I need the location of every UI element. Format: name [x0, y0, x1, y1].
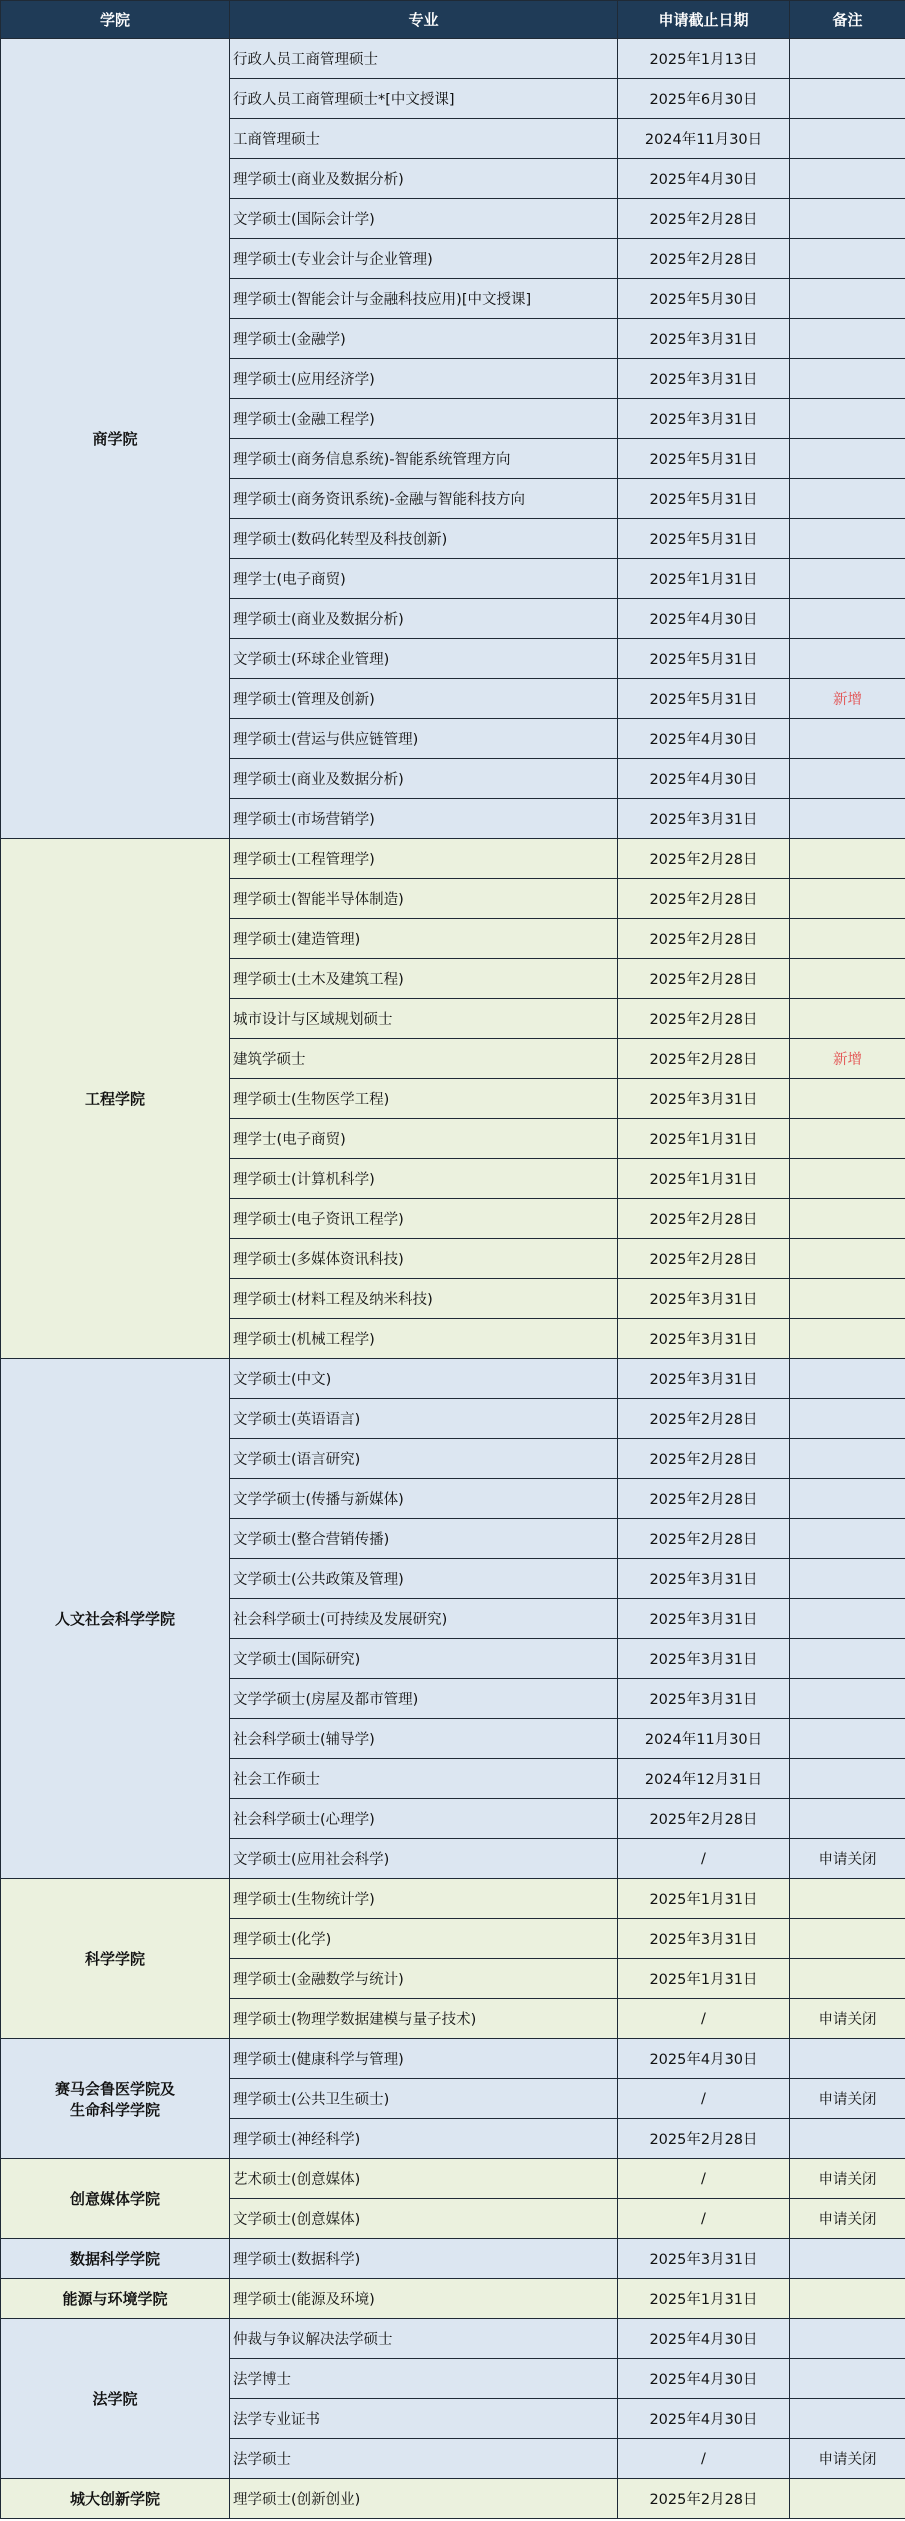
- program-name-cell: 理学硕士(土木及建筑工程): [230, 959, 618, 999]
- note-cell: [790, 1879, 905, 1919]
- program-name-cell: 理学硕士(能源及环境): [230, 2279, 618, 2319]
- closed-note-cell: 申请关闭: [790, 2159, 905, 2199]
- note-cell: [790, 1679, 905, 1719]
- school-name-cell: 科学学院: [1, 1879, 230, 2039]
- program-name-cell: 理学硕士(物理学数据建模与量子技术): [230, 1999, 618, 2039]
- deadline-cell: 2025年4月30日: [618, 2319, 790, 2359]
- deadline-cell: 2025年1月31日: [618, 1159, 790, 1199]
- program-name-cell: 理学硕士(智能会计与金融科技应用)[中文授课]: [230, 279, 618, 319]
- program-name-cell: 文学学硕士(传播与新媒体): [230, 1479, 618, 1519]
- program-name-cell: 理学硕士(多媒体资讯科技): [230, 1239, 618, 1279]
- program-name-cell: 理学硕士(市场营销学): [230, 799, 618, 839]
- note-cell: [790, 2239, 905, 2279]
- note-cell: [790, 1239, 905, 1279]
- note-cell: [790, 559, 905, 599]
- program-name-cell: 文学硕士(应用社会科学): [230, 1839, 618, 1879]
- note-cell: [790, 839, 905, 879]
- note-cell: [790, 1479, 905, 1519]
- note-cell: [790, 1079, 905, 1119]
- program-name-cell: 理学硕士(机械工程学): [230, 1319, 618, 1359]
- school-name-cell: 能源与环境学院: [1, 2279, 230, 2319]
- deadline-cell: 2025年5月30日: [618, 279, 790, 319]
- deadline-cell: 2024年12月31日: [618, 1759, 790, 1799]
- program-name-cell: 理学硕士(材料工程及纳米科技): [230, 1279, 618, 1319]
- note-cell: [790, 759, 905, 799]
- deadline-cell: /: [618, 2079, 790, 2119]
- note-cell: [790, 2039, 905, 2079]
- program-name-cell: 理学硕士(智能半导体制造): [230, 879, 618, 919]
- program-name-cell: 文学硕士(英语语言): [230, 1399, 618, 1439]
- deadline-cell: 2025年3月31日: [618, 1639, 790, 1679]
- school-name-line: 生命科学学院: [69, 2100, 160, 2119]
- header-school: 学院: [1, 1, 230, 39]
- deadline-cell: 2025年3月31日: [618, 1919, 790, 1959]
- deadline-cell: 2025年1月31日: [618, 1119, 790, 1159]
- note-cell: [790, 1439, 905, 1479]
- deadline-cell: /: [618, 2199, 790, 2239]
- program-name-cell: 理学硕士(营运与供应链管理): [230, 719, 618, 759]
- school-name-cell: 人文社会科学学院: [1, 1359, 230, 1879]
- deadline-cell: 2025年1月31日: [618, 559, 790, 599]
- deadline-cell: 2025年3月31日: [618, 1319, 790, 1359]
- note-cell: [790, 79, 905, 119]
- deadline-cell: 2025年5月31日: [618, 479, 790, 519]
- deadline-cell: 2025年2月28日: [618, 1399, 790, 1439]
- note-cell: [790, 1319, 905, 1359]
- program-name-cell: 文学学硕士(房屋及都市管理): [230, 1679, 618, 1719]
- deadline-cell: 2025年5月31日: [618, 519, 790, 559]
- deadline-cell: 2025年2月28日: [618, 1479, 790, 1519]
- program-name-cell: 法学博士: [230, 2359, 618, 2399]
- deadline-cell: /: [618, 2439, 790, 2479]
- deadline-cell: 2025年3月31日: [618, 399, 790, 439]
- deadline-cell: 2025年3月31日: [618, 1559, 790, 1599]
- deadline-cell: 2025年2月28日: [618, 919, 790, 959]
- program-name-cell: 文学硕士(环球企业管理): [230, 639, 618, 679]
- deadline-cell: 2025年2月28日: [618, 2119, 790, 2159]
- note-cell: [790, 479, 905, 519]
- note-cell: [790, 1799, 905, 1839]
- closed-note-cell: 申请关闭: [790, 2439, 905, 2479]
- deadline-cell: 2025年4月30日: [618, 2399, 790, 2439]
- table-row: [1, 2319, 905, 2359]
- deadline-cell: 2025年3月31日: [618, 1679, 790, 1719]
- program-name-cell: 理学硕士(商业及数据分析): [230, 599, 618, 639]
- note-cell: [790, 2479, 905, 2519]
- program-name-cell: 理学硕士(创新创业): [230, 2479, 618, 2519]
- new-badge-cell: 新增: [790, 679, 905, 719]
- program-name-cell: 仲裁与争议解决法学硕士: [230, 2319, 618, 2359]
- program-name-cell: 理学硕士(应用经济学): [230, 359, 618, 399]
- deadline-cell: 2025年3月31日: [618, 1359, 790, 1399]
- header-major: 专业: [230, 1, 618, 39]
- deadline-cell: 2025年4月30日: [618, 719, 790, 759]
- note-cell: [790, 719, 905, 759]
- deadline-cell: 2025年2月28日: [618, 839, 790, 879]
- note-cell: [790, 1759, 905, 1799]
- deadline-cell: 2025年2月28日: [618, 239, 790, 279]
- closed-note-cell: 申请关闭: [790, 2079, 905, 2119]
- note-cell: [790, 2399, 905, 2439]
- program-name-cell: 社会科学硕士(可持续及发展研究): [230, 1599, 618, 1639]
- note-cell: [790, 2119, 905, 2159]
- deadline-cell: 2025年2月28日: [618, 199, 790, 239]
- note-cell: [790, 1719, 905, 1759]
- note-cell: [790, 2319, 905, 2359]
- deadline-cell: 2025年2月28日: [618, 2479, 790, 2519]
- program-name-cell: 法学专业证书: [230, 2399, 618, 2439]
- note-cell: [790, 919, 905, 959]
- table-row: [1, 2039, 905, 2079]
- deadline-cell: /: [618, 1999, 790, 2039]
- table-row: [1, 39, 905, 79]
- deadline-cell: 2025年2月28日: [618, 999, 790, 1039]
- deadline-cell: /: [618, 2159, 790, 2199]
- program-name-cell: 文学硕士(公共政策及管理): [230, 1559, 618, 1599]
- note-cell: [790, 279, 905, 319]
- note-cell: [790, 159, 905, 199]
- program-name-cell: 行政人员工商管理硕士: [230, 39, 618, 79]
- note-cell: [790, 319, 905, 359]
- table-row: [1, 2479, 905, 2519]
- deadline-cell: 2025年4月30日: [618, 159, 790, 199]
- deadline-cell: 2025年3月31日: [618, 2239, 790, 2279]
- program-name-cell: 理学硕士(商务资讯系统)-金融与智能科技方向: [230, 479, 618, 519]
- program-name-cell: 理学硕士(数据科学): [230, 2239, 618, 2279]
- deadline-cell: 2025年4月30日: [618, 599, 790, 639]
- table-row: [1, 839, 905, 879]
- table-row: [1, 2159, 905, 2199]
- deadline-cell: 2025年5月31日: [618, 639, 790, 679]
- note-cell: [790, 1959, 905, 1999]
- deadline-cell: 2025年3月31日: [618, 1079, 790, 1119]
- program-name-cell: 文学硕士(整合营销传播): [230, 1519, 618, 1559]
- deadline-cell: 2025年3月31日: [618, 1279, 790, 1319]
- program-name-cell: 理学士(电子商贸): [230, 559, 618, 599]
- note-cell: [790, 1399, 905, 1439]
- new-badge-cell: 新增: [790, 1039, 905, 1079]
- school-name-cell: 数据科学学院: [1, 2239, 230, 2279]
- note-cell: [790, 119, 905, 159]
- note-cell: [790, 1919, 905, 1959]
- deadline-cell: 2025年2月28日: [618, 959, 790, 999]
- deadline-cell: 2025年4月30日: [618, 2359, 790, 2399]
- school-name-line: 赛马会鲁医学院及: [54, 2079, 175, 2098]
- note-cell: [790, 639, 905, 679]
- program-name-cell: 理学硕士(生物统计学): [230, 1879, 618, 1919]
- deadline-cell: 2025年1月31日: [618, 1879, 790, 1919]
- program-name-cell: 理学硕士(工程管理学): [230, 839, 618, 879]
- program-name-cell: 理学硕士(商业及数据分析): [230, 759, 618, 799]
- note-cell: [790, 1639, 905, 1679]
- deadline-cell: 2024年11月30日: [618, 1719, 790, 1759]
- program-name-cell: 社会工作硕士: [230, 1759, 618, 1799]
- note-cell: [790, 999, 905, 1039]
- school-name-cell: 法学院: [1, 2319, 230, 2479]
- note-cell: [790, 519, 905, 559]
- header-row: [1, 1, 905, 39]
- program-name-cell: 理学硕士(计算机科学): [230, 1159, 618, 1199]
- deadline-cell: 2025年2月28日: [618, 879, 790, 919]
- program-name-cell: 理学硕士(管理及创新): [230, 679, 618, 719]
- deadline-cell: 2025年6月30日: [618, 79, 790, 119]
- program-name-cell: 工商管理硕士: [230, 119, 618, 159]
- note-cell: [790, 1119, 905, 1159]
- program-name-cell: 城市设计与区域规划硕士: [230, 999, 618, 1039]
- deadline-cell: 2024年11月30日: [618, 119, 790, 159]
- table-row: [1, 2239, 905, 2279]
- note-cell: [790, 199, 905, 239]
- deadline-cell: 2025年4月30日: [618, 2039, 790, 2079]
- header-note: 备注: [790, 1, 905, 39]
- school-name-cell: 创意媒体学院: [1, 2159, 230, 2239]
- closed-note-cell: 申请关闭: [790, 2199, 905, 2239]
- program-name-cell: 理学硕士(神经科学): [230, 2119, 618, 2159]
- deadline-cell: 2025年5月31日: [618, 679, 790, 719]
- program-name-cell: 理学士(电子商贸): [230, 1119, 618, 1159]
- program-name-cell: 行政人员工商管理硕士*[中文授课]: [230, 79, 618, 119]
- deadline-cell: 2025年1月31日: [618, 2279, 790, 2319]
- deadline-cell: 2025年2月28日: [618, 1439, 790, 1479]
- note-cell: [790, 1279, 905, 1319]
- school-name-cell: 工程学院: [1, 839, 230, 1359]
- note-cell: [790, 599, 905, 639]
- header-deadline: 申请截止日期: [618, 1, 790, 39]
- deadline-cell: 2025年1月13日: [618, 39, 790, 79]
- note-cell: [790, 399, 905, 439]
- note-cell: [790, 1559, 905, 1599]
- program-name-cell: 文学硕士(语言研究): [230, 1439, 618, 1479]
- program-name-cell: 理学硕士(数码化转型及科技创新): [230, 519, 618, 559]
- note-cell: [790, 879, 905, 919]
- deadline-cell: /: [618, 1839, 790, 1879]
- deadline-cell: 2025年2月28日: [618, 1199, 790, 1239]
- program-name-cell: 理学硕士(建造管理): [230, 919, 618, 959]
- deadline-cell: 2025年3月31日: [618, 799, 790, 839]
- program-name-cell: 理学硕士(专业会计与企业管理): [230, 239, 618, 279]
- table-row: [1, 1359, 905, 1399]
- program-name-cell: 文学硕士(中文): [230, 1359, 618, 1399]
- closed-note-cell: 申请关闭: [790, 1839, 905, 1879]
- note-cell: [790, 1159, 905, 1199]
- program-name-cell: 社会科学硕士(心理学): [230, 1799, 618, 1839]
- note-cell: [790, 1359, 905, 1399]
- note-cell: [790, 799, 905, 839]
- program-name-cell: 理学硕士(公共卫生硕士): [230, 2079, 618, 2119]
- table-row: [1, 1879, 905, 1919]
- note-cell: [790, 239, 905, 279]
- program-name-cell: 理学硕士(金融数学与统计): [230, 1959, 618, 1999]
- note-cell: [790, 359, 905, 399]
- deadline-cell: 2025年3月31日: [618, 319, 790, 359]
- note-cell: [790, 2359, 905, 2399]
- note-cell: [790, 1599, 905, 1639]
- note-cell: [790, 439, 905, 479]
- program-name-cell: 法学硕士: [230, 2439, 618, 2479]
- program-name-cell: 文学硕士(创意媒体): [230, 2199, 618, 2239]
- deadline-cell: 2025年2月28日: [618, 1799, 790, 1839]
- program-name-cell: 社会科学硕士(辅导学): [230, 1719, 618, 1759]
- school-name-cell: [1, 2039, 230, 2159]
- deadline-cell: 2025年1月31日: [618, 1959, 790, 1999]
- school-name-cell: 城大创新学院: [1, 2479, 230, 2519]
- note-cell: [790, 2279, 905, 2319]
- program-name-cell: 建筑学硕士: [230, 1039, 618, 1079]
- deadline-cell: 2025年4月30日: [618, 759, 790, 799]
- note-cell: [790, 959, 905, 999]
- program-name-cell: 理学硕士(商业及数据分析): [230, 159, 618, 199]
- deadline-cell: 2025年2月28日: [618, 1519, 790, 1559]
- table-row: [1, 2279, 905, 2319]
- school-name-cell: 商学院: [1, 39, 230, 839]
- deadline-cell: 2025年2月28日: [618, 1239, 790, 1279]
- program-name-cell: 文学硕士(国际会计学): [230, 199, 618, 239]
- program-name-cell: 理学硕士(电子资讯工程学): [230, 1199, 618, 1239]
- program-name-cell: 理学硕士(化学): [230, 1919, 618, 1959]
- program-name-cell: 理学硕士(商务信息系统)-智能系统管理方向: [230, 439, 618, 479]
- program-name-cell: 理学硕士(金融工程学): [230, 399, 618, 439]
- program-name-cell: 文学硕士(国际研究): [230, 1639, 618, 1679]
- program-name-cell: 理学硕士(生物医学工程): [230, 1079, 618, 1119]
- deadline-cell: 2025年3月31日: [618, 1599, 790, 1639]
- program-name-cell: 理学硕士(金融学): [230, 319, 618, 359]
- deadline-cell: 2025年2月28日: [618, 1039, 790, 1079]
- closed-note-cell: 申请关闭: [790, 1999, 905, 2039]
- program-name-cell: 艺术硕士(创意媒体): [230, 2159, 618, 2199]
- deadline-cell: 2025年5月31日: [618, 439, 790, 479]
- program-name-cell: 理学硕士(健康科学与管理): [230, 2039, 618, 2079]
- note-cell: [790, 1519, 905, 1559]
- note-cell: [790, 39, 905, 79]
- note-cell: [790, 1199, 905, 1239]
- deadline-cell: 2025年3月31日: [618, 359, 790, 399]
- table-body: [1, 39, 905, 2519]
